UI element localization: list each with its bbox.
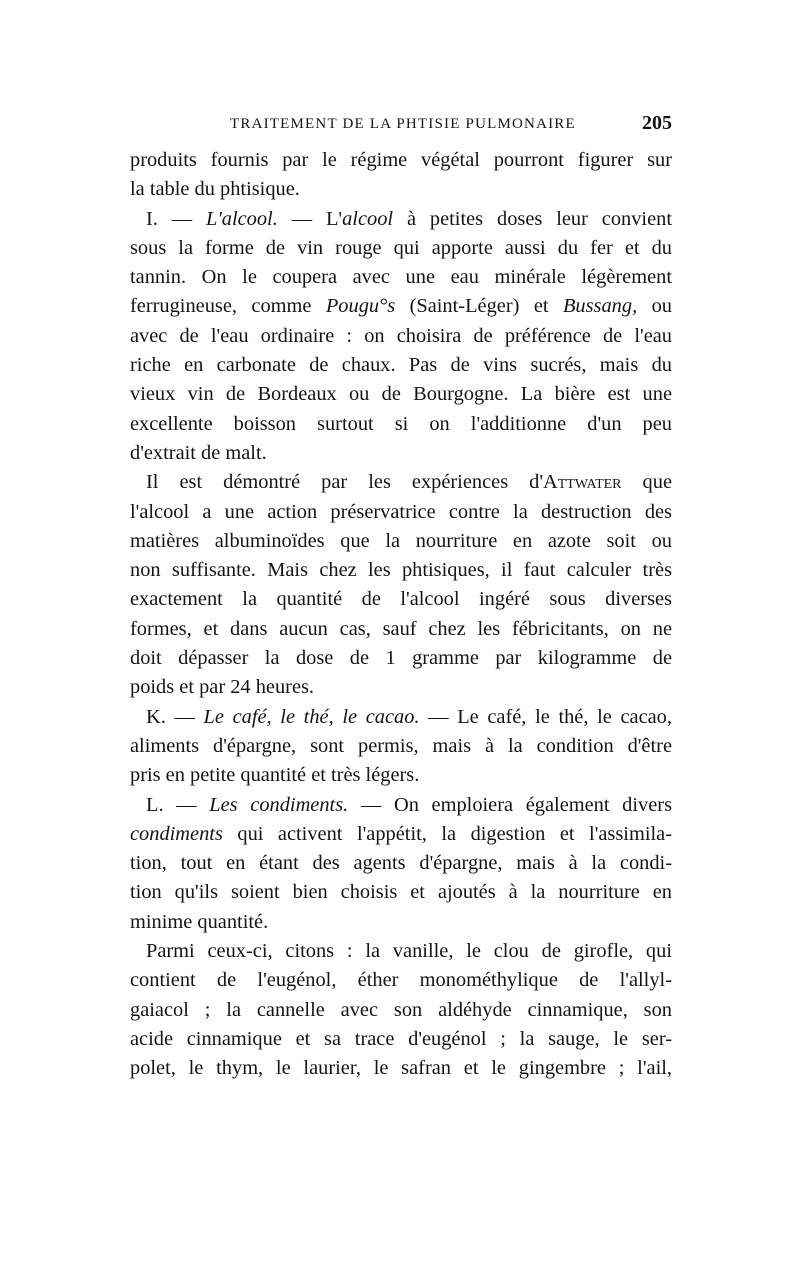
text-segment: produits fournis par le régime végétal pourront figurer sur (130, 149, 672, 171)
text-segment: d'extrait de malt. (130, 441, 267, 464)
text-segment: qui activent l'appétit, la digestion et l'assimila- (222, 822, 672, 845)
text-segment: l'alcool a une action préservatrice contre la destruction des (130, 500, 672, 523)
text-line (130, 205, 672, 234)
text-line (130, 849, 672, 878)
text-segment: à petites doses leur convient (393, 207, 672, 230)
italic-text: Les condiments. (209, 793, 349, 816)
text-segment: sous la forme de vin rouge qui apporte aussi du fer et du (130, 236, 672, 259)
text-segment: que (621, 471, 672, 494)
text-line (130, 820, 672, 849)
text-line (130, 644, 672, 673)
body-text (130, 146, 672, 1084)
text-segment: doit dépasser la dose de 1 gramme par kilogramme de (130, 647, 672, 670)
text-segment: (Saint-Léger) et (395, 295, 563, 318)
text-line (130, 703, 672, 732)
text-line (130, 322, 672, 351)
text-line (130, 175, 672, 204)
text-segment: matières albuminoïdes que la nourriture en azote soit ou (130, 529, 672, 552)
text-line (130, 615, 672, 644)
italic-text: condiments (130, 822, 223, 845)
text-segment: gaiacol ; la cannelle avec son aldéhyde cinnamique, son (130, 998, 672, 1021)
text-line (130, 527, 672, 556)
running-head (130, 112, 672, 142)
text-line (130, 761, 672, 790)
text-segment: aliments d'épargne, sont permis, mais à la condition d'être (130, 734, 672, 757)
text-segment: exactement la quantité de l'alcool ingéré sous diverses (130, 588, 672, 611)
text-segment: non suffisante. Mais chez les phtisiques, il faut calculer très (130, 559, 672, 582)
text-segment: formes, et dans aucun cas, sauf chez les fébricitants, on ne (130, 617, 672, 640)
text-segment: riche en carbonate de chaux. Pas de vins sucrés, mais du (130, 354, 672, 377)
italic-text: Le café, le thé, le cacao. (203, 705, 420, 728)
text-segment: tannin. On le coupera avec une eau minérale légèrement (130, 266, 672, 289)
text-segment: acide cinnamique et sa trace d'eugénol ; la sauge, le ser- (130, 1027, 672, 1050)
italic-text: L'alcool. (206, 207, 278, 230)
text-segment: polet, le thym, le laurier, le safran et le gingembre ; l'ail, (130, 1057, 672, 1080)
text-segment: la table du phtisique. (130, 178, 300, 201)
text-line (130, 556, 672, 585)
text-segment: tion qu'ils soient bien choisis et ajoutés à la nourriture en (130, 881, 672, 904)
text-line (130, 1054, 672, 1083)
text-segment: poids et par 24 heures. (130, 676, 315, 699)
text-segment: excellente boisson surtout si on l'additionne d'un peu (130, 412, 672, 435)
text-segment: — L' (277, 207, 343, 230)
text-segment: L. — (146, 793, 210, 816)
text-line (130, 732, 672, 761)
text-segment: ou (637, 295, 672, 318)
text-segment: avec de l'eau ordinaire : on choisira de préférence de l'eau (130, 324, 672, 347)
text-line (130, 908, 672, 937)
page-number: 205 (642, 112, 672, 134)
text-line (130, 351, 672, 380)
text-segment: ferrugineuse, comme (130, 295, 326, 318)
running-title: TRAITEMENT DE LA PHTISIE PULMONAIRE (230, 116, 576, 132)
italic-text: Bussang, (562, 295, 638, 318)
italic-text: alcool (342, 207, 394, 230)
author-name: Attwater (543, 471, 622, 494)
text-line (130, 937, 672, 966)
text-line (130, 791, 672, 820)
text-line (130, 498, 672, 527)
text-line (130, 410, 672, 439)
text-line (130, 234, 672, 263)
text-line (130, 878, 672, 907)
text-line (130, 966, 672, 995)
text-line (130, 468, 672, 497)
text-segment: contient de l'eugénol, éther monométhylique de l'allyl- (130, 969, 672, 992)
text-line (130, 292, 672, 321)
text-segment: minime quantité. (130, 910, 269, 933)
text-segment: vieux vin de Bordeaux ou de Bourgogne. La bière est une (130, 383, 672, 406)
text-line (130, 673, 672, 702)
text-line (130, 996, 672, 1025)
text-segment: K. — (146, 705, 204, 728)
text-line (130, 380, 672, 409)
text-segment: — Le café, le thé, le cacao, (419, 705, 672, 728)
text-line (130, 439, 672, 468)
text-line (130, 1025, 672, 1054)
text-line (130, 585, 672, 614)
text-segment: Il est démontré par les expériences d' (146, 471, 544, 494)
text-segment: I. — (146, 207, 207, 230)
text-segment: pris en petite quantité et très légers. (130, 764, 420, 787)
text-segment: tion, tout en étant des agents d'épargne, mais à la condi- (130, 852, 672, 875)
text-segment: Parmi ceux-ci, citons : la vanille, le clou de girofle, qui (146, 940, 672, 963)
text-line (130, 146, 672, 175)
text-segment: — On emploiera également divers (348, 793, 672, 816)
italic-text: Pougu°s (325, 295, 396, 318)
text-line (130, 263, 672, 292)
